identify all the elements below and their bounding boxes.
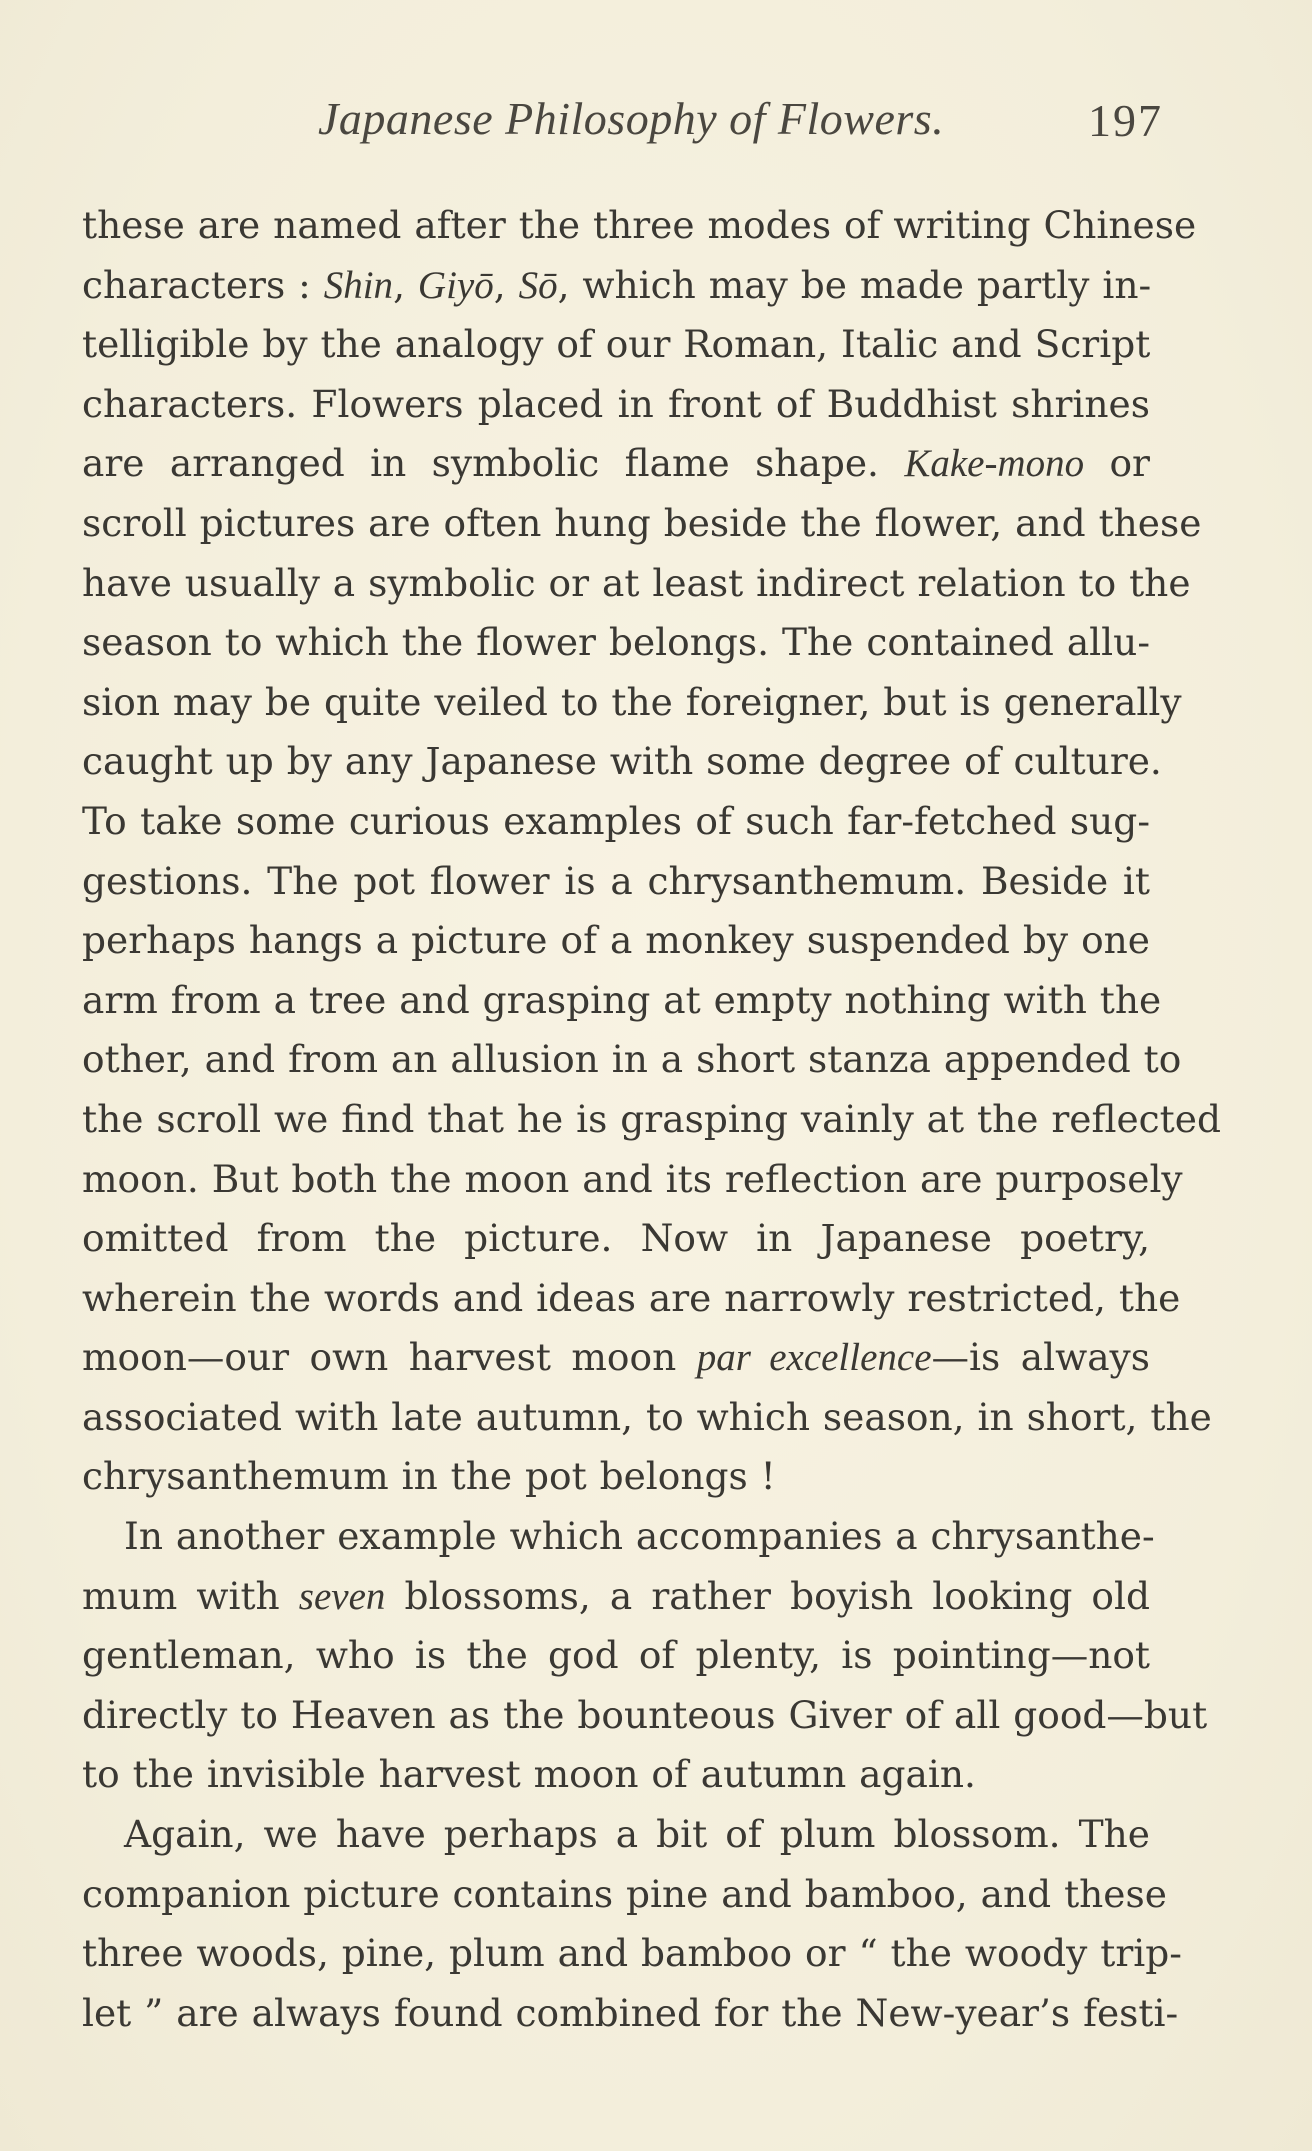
text-line	[82, 792, 1150, 852]
text-segment: To take some curious examples of such far-fetched sug-	[82, 798, 1150, 843]
text-line	[82, 1447, 1150, 1507]
text-line	[82, 1030, 1182, 1090]
text-segment: associated with late autumn, to which season, in short, the	[82, 1394, 1212, 1439]
text-segment: scroll pictures are often hung beside the flower, and these	[82, 500, 1202, 545]
italic-term: Giyō	[417, 263, 494, 307]
italic-term: Kake-mono	[904, 442, 1085, 486]
text-line	[82, 1567, 1150, 1627]
text-segment: let ” are always found combined for the New-year’s festi-	[82, 1990, 1179, 2035]
page-number: 197	[1088, 95, 1163, 146]
body-text	[82, 196, 1221, 2043]
text-segment: In another example which accompanies a chrysanthe-	[124, 1514, 1155, 1559]
text-line	[82, 1150, 1183, 1210]
text-line	[82, 1745, 1150, 1805]
text-segment: the scroll we find that he is grasping vainly at the reflected	[82, 1096, 1221, 1141]
text-segment: these are named after the three modes of writing Chinese	[82, 203, 1197, 247]
text-segment: Again, we have perhaps a bit of plum blossom. The	[124, 1812, 1150, 1857]
text-segment: —is always	[931, 1335, 1150, 1380]
italic-term: seven	[298, 1574, 386, 1618]
text-segment: omitted from the picture. Now in Japanese poetry,	[82, 1216, 1150, 1261]
text-segment: gestions. The pot flower is a chrysanthemum. Beside it	[82, 858, 1150, 903]
text-segment: are arranged in symbolic flame shape.	[82, 441, 905, 486]
text-segment: three woods, pine, plum and bamboo or “ the woody trip-	[82, 1931, 1182, 1976]
text-segment: characters :	[82, 262, 324, 307]
text-line	[82, 1626, 1150, 1686]
text-segment: perhaps hangs a picture of a monkey suspended by one	[82, 918, 1150, 963]
text-line	[82, 1865, 1167, 1925]
text-line	[82, 911, 1150, 971]
text-line	[82, 434, 1150, 494]
text-segment: or	[1084, 441, 1150, 486]
text-segment: have usually a symbolic or at least indirect relation to the	[82, 560, 1191, 605]
text-line	[82, 852, 1150, 912]
text-segment: characters. Flowers placed in front of Buddhist shrines	[82, 381, 1150, 426]
text-segment: caught up by any Japanese with some degree of culture.	[82, 739, 1162, 784]
text-line	[82, 196, 1197, 256]
italic-term: Sō	[518, 263, 558, 307]
text-line	[82, 1507, 1155, 1567]
text-line	[82, 1984, 1179, 2044]
running-title: Japanese Philosophy of Flowers.	[318, 93, 945, 144]
text-line	[82, 554, 1191, 614]
text-line	[82, 1924, 1182, 1984]
italic-term: par excellence	[696, 1336, 932, 1380]
text-line	[82, 315, 1150, 375]
text-line	[82, 971, 1162, 1031]
text-line	[82, 1805, 1150, 1865]
text-segment: ,	[393, 262, 418, 307]
text-segment: moon—our own harvest moon	[82, 1335, 697, 1380]
italic-term: Shin	[323, 263, 394, 307]
text-segment: telligible by the analogy of our Roman, Italic and Script	[82, 322, 1151, 367]
text-line	[82, 1209, 1150, 1269]
text-segment: other, and from an allusion in a short stanza appended to	[82, 1037, 1182, 1082]
text-line	[82, 256, 1150, 316]
text-segment: companion picture contains pine and bamboo, and these	[82, 1871, 1167, 1916]
text-line	[82, 1090, 1221, 1150]
text-segment: season to which the flower belongs. The contained allu-	[82, 620, 1150, 665]
text-line	[82, 1269, 1181, 1329]
text-line	[82, 494, 1202, 554]
text-segment: sion may be quite veiled to the foreigner, but is generally	[82, 679, 1182, 724]
text-segment: blossoms, a rather boyish looking old	[385, 1573, 1150, 1618]
text-segment: mum with	[82, 1573, 299, 1618]
text-segment: ,	[493, 262, 519, 307]
text-line	[82, 375, 1150, 435]
text-segment: wherein the words and ideas are narrowly restricted, the	[82, 1275, 1181, 1320]
text-line	[82, 1328, 1150, 1388]
text-line	[82, 732, 1162, 792]
running-header	[0, 92, 1312, 152]
text-segment: to the invisible harvest moon of autumn again.	[82, 1752, 976, 1797]
text-segment: directly to Heaven as the bounteous Giver of all good—but	[82, 1692, 1208, 1737]
text-segment: arm from a tree and grasping at empty nothing with the	[82, 977, 1162, 1022]
text-line	[82, 673, 1182, 733]
text-segment: gentleman, who is the god of plenty, is pointing—not	[82, 1633, 1150, 1678]
text-line	[82, 1686, 1208, 1746]
text-segment: moon. But both the moon and its reflection are purposely	[82, 1156, 1183, 1201]
text-segment: chrysanthemum in the pot belongs !	[82, 1454, 776, 1499]
text-line	[82, 1388, 1212, 1448]
text-line	[82, 613, 1150, 673]
text-segment: , which may be made partly in-	[557, 262, 1152, 307]
